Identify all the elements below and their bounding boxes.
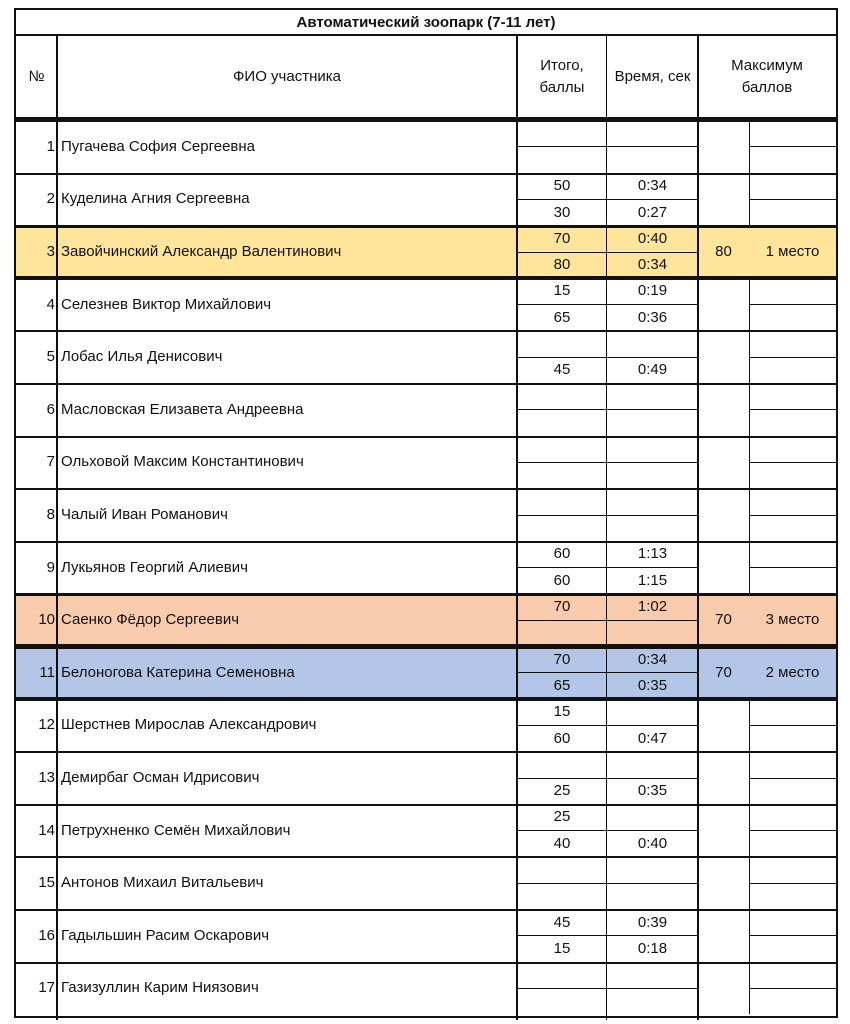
time-attempt-2: 0:49: [637, 361, 668, 379]
subcell-top: [517, 384, 698, 385]
column-divider: [606, 36, 607, 1020]
participant-name: Куделина Агния Сергеевна: [61, 190, 250, 208]
score-attempt-2: 65: [553, 308, 571, 326]
participant-name: Чалый Иван Романович: [61, 505, 228, 523]
score-attempt-2: [517, 988, 607, 1014]
time-attempt-2: 0:40: [637, 834, 668, 852]
score-attempt-1: 50: [553, 177, 571, 195]
subcell-top: [517, 805, 698, 806]
subcell-top: [517, 963, 698, 964]
max-score: [698, 120, 749, 173]
participant-name: Антонов Михаил Витальевич: [61, 874, 264, 892]
place-divider: [749, 146, 836, 147]
time-attempt-2: [607, 515, 698, 541]
max-score: [698, 751, 749, 804]
participant-name: Саенко Фёдор Сергеевич: [61, 611, 240, 629]
place-col-divider: [749, 173, 750, 226]
place-col-divider: [749, 909, 750, 962]
row-number: 11: [39, 663, 55, 681]
score-attempt-2: 65: [553, 676, 571, 694]
subcell-top: [517, 331, 698, 332]
row-number: 6: [46, 400, 55, 418]
max-score: [698, 804, 749, 857]
place-divider: [749, 199, 836, 200]
subcell-top: [517, 226, 698, 227]
header-time: Время, сек: [614, 68, 691, 85]
time-attempt-2: 0:35: [637, 782, 668, 800]
max-score: 70: [715, 663, 732, 681]
place-divider: [749, 725, 836, 726]
row-number: 2: [46, 190, 55, 208]
time-attempt-2: 0:35: [637, 676, 668, 694]
place-divider: [749, 409, 836, 410]
participant-name: Пугачева София Сергеевна: [61, 137, 256, 155]
subcell-top: [517, 174, 698, 175]
participant-name: Селезнев Виктор Михайлович: [61, 295, 272, 313]
place-divider: [749, 935, 836, 936]
time-attempt-1: 0:34: [637, 177, 668, 195]
place-badge: 3 место: [765, 611, 820, 629]
place-col-divider: [749, 804, 750, 857]
participant-name: Гадыльшин Расим Оскарович: [61, 926, 270, 944]
subcell-top: [517, 752, 698, 753]
time-attempt-2: 0:18: [637, 939, 668, 957]
participant-name: Демирбаг Осман Идрисович: [61, 768, 260, 786]
score-attempt-1: [517, 436, 607, 462]
place-col-divider: [749, 120, 750, 173]
attempt-divider: [517, 409, 698, 410]
place-divider: [749, 778, 836, 779]
time-attempt-1: [607, 383, 698, 409]
row-number: 4: [46, 295, 55, 313]
row-number: 9: [46, 558, 55, 576]
row-number: 16: [38, 926, 55, 944]
row-number: 13: [38, 768, 55, 786]
row-number: 17: [38, 979, 55, 997]
place-col-divider: [749, 541, 750, 594]
attempt-divider: [517, 357, 698, 358]
score-attempt-1: [517, 751, 607, 777]
row-number: 14: [38, 821, 55, 839]
header-total-score: Итого, баллы: [539, 57, 585, 96]
time-attempt-1: 0:19: [637, 282, 668, 300]
place-divider: [749, 883, 836, 884]
score-attempt-2: 30: [553, 203, 571, 221]
subcell-top: [517, 437, 698, 438]
row-divider: [16, 120, 836, 122]
header-max-score: Максимум баллов: [731, 57, 803, 96]
participant-name: Масловская Елизавета Андреевна: [61, 400, 304, 418]
place-divider: [749, 988, 836, 989]
row-divider: [16, 488, 836, 490]
time-attempt-1: [607, 436, 698, 462]
subcell-top: [517, 279, 698, 280]
time-attempt-1: 1:02: [637, 598, 668, 616]
time-attempt-1: [607, 330, 698, 356]
subcell-top: [517, 594, 698, 595]
attempt-divider: [517, 199, 698, 200]
score-attempt-2: [517, 409, 607, 435]
max-score: [698, 962, 749, 1015]
score-attempt-2: [517, 515, 607, 541]
score-attempt-1: [517, 383, 607, 409]
row-divider: [16, 541, 836, 543]
row-divider: [16, 962, 836, 964]
place-col-divider: [749, 383, 750, 436]
row-divider: [16, 804, 836, 806]
participant-name: Шерстнев Мирослав Александрович: [61, 716, 317, 734]
subcell-top: [517, 121, 698, 122]
max-score: [698, 383, 749, 436]
place-col-divider: [749, 751, 750, 804]
row-divider: [16, 909, 836, 911]
time-attempt-2: 0:27: [637, 203, 668, 221]
column-divider: [56, 36, 58, 1020]
score-attempt-1: 70: [553, 650, 571, 668]
attempt-divider: [517, 462, 698, 463]
max-score: 80: [715, 242, 732, 260]
attempt-divider: [517, 146, 698, 147]
score-attempt-1: 45: [553, 913, 571, 931]
row-divider: [16, 173, 836, 175]
row-number: 15: [38, 874, 55, 892]
time-attempt-1: [607, 856, 698, 882]
score-attempt-2: 80: [553, 256, 571, 274]
time-attempt-2: 0:47: [637, 729, 668, 747]
attempt-divider: [517, 830, 698, 831]
attempt-divider: [517, 935, 698, 936]
max-score: [698, 541, 749, 594]
score-attempt-1: 25: [553, 808, 571, 826]
subcell-top: [517, 542, 698, 543]
score-attempt-1: 60: [553, 545, 571, 563]
place-col-divider: [749, 856, 750, 909]
max-score: [698, 436, 749, 489]
time-attempt-1: 0:34: [637, 650, 668, 668]
row-number: 5: [46, 348, 55, 366]
attempt-divider: [517, 988, 698, 989]
score-attempt-2: [517, 883, 607, 909]
header-num: №: [28, 68, 45, 85]
subcell-top: [517, 857, 698, 858]
time-attempt-2: 0:34: [637, 256, 668, 274]
max-score: [698, 330, 749, 383]
place-divider: [749, 515, 836, 516]
score-attempt-2: [517, 620, 607, 646]
place-divider: [749, 462, 836, 463]
place-divider: [749, 357, 836, 358]
time-attempt-2: [607, 146, 698, 172]
row-divider: [16, 856, 836, 858]
participant-name: Белоногова Катерина Семеновна: [61, 663, 295, 681]
header-name: ФИО участника: [233, 68, 341, 85]
table-title: Автоматический зоопарк (7-11 лет): [16, 10, 836, 36]
participant-name: Лукьянов Георгий Алиевич: [61, 558, 248, 576]
place-col-divider: [749, 278, 750, 331]
time-attempt-2: 1:15: [637, 571, 668, 589]
max-score: [698, 278, 749, 331]
participant-name: Завойчинский Александр Валентинович: [61, 242, 342, 260]
attempt-divider: [517, 778, 698, 779]
max-score: 70: [715, 611, 732, 629]
row-number: 3: [46, 242, 55, 260]
attempt-divider: [517, 672, 698, 673]
subcell-top: [517, 647, 698, 648]
time-attempt-1: 0:40: [637, 229, 668, 247]
time-attempt-1: [607, 751, 698, 777]
score-attempt-2: 40: [553, 834, 571, 852]
participant-name: Лобас Илья Денисович: [61, 348, 223, 366]
time-attempt-1: [607, 699, 698, 725]
place-badge: 1 место: [765, 242, 820, 260]
row-number: 1: [46, 137, 55, 155]
row-number: 10: [38, 611, 55, 629]
time-attempt-2: [607, 409, 698, 435]
row-divider: [16, 225, 836, 228]
score-attempt-2: 25: [553, 782, 571, 800]
score-attempt-2: 45: [553, 361, 571, 379]
place-col-divider: [749, 962, 750, 1015]
participant-name: Петрухненко Семён Михайлович: [61, 821, 291, 839]
score-attempt-2: 15: [553, 939, 571, 957]
attempt-divider: [517, 620, 698, 621]
row-number: 12: [38, 716, 55, 734]
results-table: [14, 8, 838, 1018]
score-attempt-1: [517, 488, 607, 514]
row-divider: [16, 278, 836, 280]
subcell-top: [517, 700, 698, 701]
max-score: [698, 856, 749, 909]
max-score: [698, 909, 749, 962]
score-attempt-1: [517, 962, 607, 988]
place-col-divider: [749, 488, 750, 541]
attempt-divider: [517, 304, 698, 305]
row-divider: [16, 751, 836, 753]
score-attempt-1: [517, 120, 607, 146]
attempt-divider: [517, 883, 698, 884]
time-attempt-2: [607, 620, 698, 646]
participant-name: Ольховой Максим Константинович: [61, 453, 304, 471]
row-divider: [16, 593, 836, 596]
place-divider: [749, 304, 836, 305]
place-divider: [749, 830, 836, 831]
score-attempt-2: [517, 146, 607, 172]
attempt-divider: [517, 252, 698, 253]
max-score: [698, 488, 749, 541]
time-attempt-2: [607, 988, 698, 1014]
time-attempt-2: [607, 462, 698, 488]
place-divider: [749, 567, 836, 568]
column-divider: [697, 36, 699, 1020]
subcell-top: [517, 489, 698, 490]
column-divider: [516, 36, 518, 1020]
place-col-divider: [749, 330, 750, 383]
header-divider: [16, 117, 836, 120]
score-attempt-2: [517, 462, 607, 488]
place-col-divider: [749, 699, 750, 752]
attempt-divider: [517, 515, 698, 516]
time-attempt-1: 1:13: [637, 545, 668, 563]
row-divider: [16, 646, 836, 649]
time-attempt-1: 0:39: [637, 913, 668, 931]
row-number: 7: [46, 453, 55, 471]
row-number: 8: [46, 505, 55, 523]
score-attempt-1: 70: [553, 229, 571, 247]
row-divider: [16, 383, 836, 385]
subcell-top: [517, 910, 698, 911]
score-attempt-2: 60: [553, 571, 571, 589]
time-attempt-2: [607, 883, 698, 909]
time-attempt-1: [607, 804, 698, 830]
max-score: [698, 699, 749, 752]
participant-name: Газизуллин Карим Ниязович: [61, 979, 259, 997]
max-score: [698, 173, 749, 226]
time-attempt-1: [607, 120, 698, 146]
score-attempt-1: [517, 856, 607, 882]
place-badge: 2 место: [765, 663, 820, 681]
row-divider: [16, 330, 836, 332]
time-attempt-2: 0:36: [637, 308, 668, 326]
score-attempt-2: 60: [553, 729, 571, 747]
row-divider: [16, 436, 836, 438]
attempt-divider: [517, 567, 698, 568]
score-attempt-1: 15: [553, 282, 571, 300]
score-attempt-1: 15: [553, 703, 571, 721]
score-attempt-1: [517, 330, 607, 356]
time-attempt-1: [607, 488, 698, 514]
time-attempt-1: [607, 962, 698, 988]
attempt-divider: [517, 725, 698, 726]
row-divider: [16, 699, 836, 701]
score-attempt-1: 70: [553, 598, 571, 616]
place-col-divider: [749, 436, 750, 489]
